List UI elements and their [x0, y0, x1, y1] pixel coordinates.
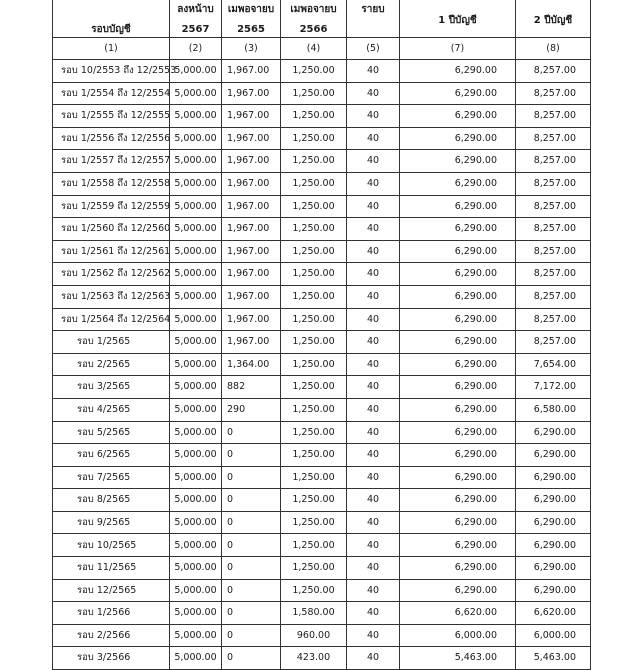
arrear-2565-cell: 1,967.00	[222, 127, 281, 150]
count-cell: 40	[347, 376, 400, 399]
deposit-cell: 5,000.00	[170, 240, 222, 263]
two-year-cell: 8,257.00	[516, 82, 591, 105]
arrear-2566-cell: 1,250.00	[281, 82, 347, 105]
deposit-cell: 5,000.00	[170, 376, 222, 399]
one-year-cell: 6,290.00	[400, 466, 516, 489]
arrear-2566-cell: 1,250.00	[281, 398, 347, 421]
count-cell: 40	[347, 624, 400, 647]
deposit-cell: 5,000.00	[170, 218, 222, 241]
arrear-2565-cell: 1,967.00	[222, 105, 281, 128]
arrear-2566-cell: 1,250.00	[281, 534, 347, 557]
period-cell: รอบ 10/2565	[53, 534, 170, 557]
two-year-cell: 8,257.00	[516, 127, 591, 150]
arrear-2565-cell: 0	[222, 534, 281, 557]
header-col7: 1 ปีบัญชี	[400, 0, 516, 38]
two-year-cell: 8,257.00	[516, 308, 591, 331]
arrear-2565-cell: 0	[222, 466, 281, 489]
arrear-2566-cell: 1,250.00	[281, 308, 347, 331]
period-cell: รอบ 1/2558 ถึง 12/2558	[53, 172, 170, 195]
deposit-cell: 5,000.00	[170, 624, 222, 647]
table-row	[53, 534, 591, 557]
two-year-cell: 6,290.00	[516, 466, 591, 489]
count-cell: 40	[347, 534, 400, 557]
arrear-2565-cell: 1,364.00	[222, 353, 281, 376]
count-cell: 40	[347, 127, 400, 150]
column-number: (1)	[53, 38, 170, 60]
deposit-cell: 5,000.00	[170, 127, 222, 150]
one-year-cell: 6,290.00	[400, 285, 516, 308]
count-cell: 40	[347, 308, 400, 331]
arrear-2566-cell: 1,250.00	[281, 557, 347, 580]
table-row	[53, 444, 591, 467]
period-cell: รอบ 1/2564 ถึง 12/2564	[53, 308, 170, 331]
one-year-cell: 5,463.00	[400, 647, 516, 670]
arrear-2566-cell: 1,250.00	[281, 60, 347, 83]
count-cell: 40	[347, 60, 400, 83]
table-row	[53, 195, 591, 218]
table-row	[53, 82, 591, 105]
arrear-2565-cell: 1,967.00	[222, 218, 281, 241]
deposit-cell: 5,000.00	[170, 263, 222, 286]
table-row	[53, 240, 591, 263]
one-year-cell: 6,290.00	[400, 172, 516, 195]
column-number: (5)	[347, 38, 400, 60]
arrear-2565-cell: 0	[222, 444, 281, 467]
deposit-cell: 5,000.00	[170, 602, 222, 625]
one-year-cell: 6,290.00	[400, 421, 516, 444]
arrear-2566-cell: 1,580.00	[281, 602, 347, 625]
arrear-2566-cell: 1,250.00	[281, 150, 347, 173]
arrear-2566-cell: 1,250.00	[281, 421, 347, 444]
one-year-cell: 6,000.00	[400, 624, 516, 647]
column-number: (7)	[400, 38, 516, 60]
count-cell: 40	[347, 466, 400, 489]
deposit-cell: 5,000.00	[170, 444, 222, 467]
header-col4: เมพอจายบ 2566	[281, 0, 347, 38]
deposit-cell: 5,000.00	[170, 647, 222, 670]
two-year-cell: 8,257.00	[516, 285, 591, 308]
count-cell: 40	[347, 263, 400, 286]
one-year-cell: 6,290.00	[400, 353, 516, 376]
two-year-cell: 8,257.00	[516, 172, 591, 195]
table-row	[53, 511, 591, 534]
arrear-2566-cell: 1,250.00	[281, 489, 347, 512]
table-row	[53, 376, 591, 399]
arrear-2565-cell: 0	[222, 489, 281, 512]
arrear-2566-cell: 1,250.00	[281, 579, 347, 602]
one-year-cell: 6,290.00	[400, 263, 516, 286]
deposit-cell: 5,000.00	[170, 421, 222, 444]
deposit-cell: 5,000.00	[170, 60, 222, 83]
arrear-2565-cell: 1,967.00	[222, 150, 281, 173]
deposit-cell: 5,000.00	[170, 150, 222, 173]
count-cell: 40	[347, 218, 400, 241]
two-year-cell: 5,463.00	[516, 647, 591, 670]
deposit-cell: 5,000.00	[170, 82, 222, 105]
deposit-cell: 5,000.00	[170, 353, 222, 376]
two-year-cell: 8,257.00	[516, 105, 591, 128]
arrear-2566-cell: 1,250.00	[281, 127, 347, 150]
two-year-cell: 6,290.00	[516, 421, 591, 444]
one-year-cell: 6,290.00	[400, 150, 516, 173]
count-cell: 40	[347, 172, 400, 195]
arrear-2565-cell: 0	[222, 511, 281, 534]
two-year-cell: 6,000.00	[516, 624, 591, 647]
arrear-2566-cell: 1,250.00	[281, 444, 347, 467]
column-number: (4)	[281, 38, 347, 60]
deposit-cell: 5,000.00	[170, 489, 222, 512]
one-year-cell: 6,290.00	[400, 127, 516, 150]
table-row	[53, 263, 591, 286]
two-year-cell: 6,580.00	[516, 398, 591, 421]
arrear-2566-cell: 1,250.00	[281, 511, 347, 534]
period-cell: รอบ 3/2566	[53, 647, 170, 670]
arrear-2566-cell: 423.00	[281, 647, 347, 670]
header-col2: ลงหน้าบ 2567	[170, 0, 222, 38]
period-cell: รอบ 6/2565	[53, 444, 170, 467]
count-cell: 40	[347, 105, 400, 128]
period-cell: รอบ 12/2565	[53, 579, 170, 602]
arrear-2565-cell: 882	[222, 376, 281, 399]
table-row	[53, 466, 591, 489]
count-cell: 40	[347, 195, 400, 218]
count-cell: 40	[347, 285, 400, 308]
one-year-cell: 6,290.00	[400, 534, 516, 557]
table-row	[53, 557, 591, 580]
count-cell: 40	[347, 444, 400, 467]
arrear-2565-cell: 1,967.00	[222, 60, 281, 83]
arrear-2565-cell: 0	[222, 579, 281, 602]
table-row	[53, 398, 591, 421]
deposit-cell: 5,000.00	[170, 308, 222, 331]
deposit-cell: 5,000.00	[170, 398, 222, 421]
table-row	[53, 579, 591, 602]
period-cell: รอบ 7/2565	[53, 466, 170, 489]
table-row	[53, 647, 591, 670]
period-cell: รอบ 1/2559 ถึง 12/2559	[53, 195, 170, 218]
one-year-cell: 6,290.00	[400, 105, 516, 128]
deposit-cell: 5,000.00	[170, 466, 222, 489]
two-year-cell: 6,620.00	[516, 602, 591, 625]
one-year-cell: 6,290.00	[400, 195, 516, 218]
period-cell: รอบ 11/2565	[53, 557, 170, 580]
deposit-cell: 5,000.00	[170, 105, 222, 128]
arrear-2565-cell: 1,967.00	[222, 240, 281, 263]
two-year-cell: 7,654.00	[516, 353, 591, 376]
period-cell: รอบ 1/2563 ถึง 12/2563	[53, 285, 170, 308]
arrear-2566-cell: 1,250.00	[281, 218, 347, 241]
one-year-cell: 6,290.00	[400, 489, 516, 512]
arrear-2566-cell: 960.00	[281, 624, 347, 647]
period-cell: รอบ 1/2556 ถึง 12/2556	[53, 127, 170, 150]
deposit-cell: 5,000.00	[170, 195, 222, 218]
period-cell: รอบ 2/2566	[53, 624, 170, 647]
arrear-2566-cell: 1,250.00	[281, 240, 347, 263]
arrear-2566-cell: 1,250.00	[281, 331, 347, 354]
arrear-2566-cell: 1,250.00	[281, 195, 347, 218]
deposit-cell: 5,000.00	[170, 579, 222, 602]
arrear-2566-cell: 1,250.00	[281, 466, 347, 489]
arrear-2565-cell: 1,967.00	[222, 308, 281, 331]
two-year-cell: 6,290.00	[516, 489, 591, 512]
two-year-cell: 6,290.00	[516, 579, 591, 602]
table-row	[53, 308, 591, 331]
two-year-cell: 8,257.00	[516, 195, 591, 218]
arrear-2565-cell: 0	[222, 647, 281, 670]
period-cell: รอบ 1/2555 ถึง 12/2555	[53, 105, 170, 128]
count-cell: 40	[347, 150, 400, 173]
two-year-cell: 7,172.00	[516, 376, 591, 399]
period-cell: รอบ 1/2566	[53, 602, 170, 625]
one-year-cell: 6,290.00	[400, 557, 516, 580]
one-year-cell: 6,290.00	[400, 218, 516, 241]
table-row	[53, 60, 591, 83]
count-cell: 40	[347, 557, 400, 580]
column-number: (3)	[222, 38, 281, 60]
table-row	[53, 127, 591, 150]
table-row	[53, 602, 591, 625]
two-year-cell: 6,290.00	[516, 557, 591, 580]
period-cell: รอบ 1/2554 ถึง 12/2554	[53, 82, 170, 105]
one-year-cell: 6,290.00	[400, 376, 516, 399]
deposit-cell: 5,000.00	[170, 285, 222, 308]
table-row	[53, 172, 591, 195]
arrear-2566-cell: 1,250.00	[281, 263, 347, 286]
arrear-2565-cell: 1,967.00	[222, 263, 281, 286]
two-year-cell: 8,257.00	[516, 263, 591, 286]
table-row	[53, 285, 591, 308]
period-cell: รอบ 8/2565	[53, 489, 170, 512]
arrear-2565-cell: 290	[222, 398, 281, 421]
arrear-2565-cell: 1,967.00	[222, 285, 281, 308]
count-cell: 40	[347, 82, 400, 105]
arrear-2566-cell: 1,250.00	[281, 172, 347, 195]
one-year-cell: 6,290.00	[400, 331, 516, 354]
period-cell: รอบ 1/2557 ถึง 12/2557	[53, 150, 170, 173]
table-row	[53, 624, 591, 647]
arrear-2565-cell: 1,967.00	[222, 82, 281, 105]
table-row	[53, 353, 591, 376]
one-year-cell: 6,290.00	[400, 444, 516, 467]
period-cell: รอบ 2/2565	[53, 353, 170, 376]
header-period: รอบบัญชี	[53, 0, 170, 38]
period-cell: รอบ 1/2561 ถึง 12/2561	[53, 240, 170, 263]
two-year-cell: 6,290.00	[516, 444, 591, 467]
two-year-cell: 6,290.00	[516, 534, 591, 557]
two-year-cell: 8,257.00	[516, 331, 591, 354]
deposit-cell: 5,000.00	[170, 557, 222, 580]
one-year-cell: 6,290.00	[400, 82, 516, 105]
one-year-cell: 6,290.00	[400, 398, 516, 421]
one-year-cell: 6,290.00	[400, 240, 516, 263]
count-cell: 40	[347, 240, 400, 263]
period-cell: รอบ 5/2565	[53, 421, 170, 444]
count-cell: 40	[347, 331, 400, 354]
period-cell: รอบ 1/2562 ถึง 12/2562	[53, 263, 170, 286]
two-year-cell: 8,257.00	[516, 60, 591, 83]
arrear-2566-cell: 1,250.00	[281, 285, 347, 308]
arrear-2566-cell: 1,250.00	[281, 353, 347, 376]
header-col3: เมพอจายบ 2565	[222, 0, 281, 38]
two-year-cell: 8,257.00	[516, 218, 591, 241]
table-row	[53, 105, 591, 128]
column-number: (8)	[516, 38, 591, 60]
table-row	[53, 218, 591, 241]
arrear-2565-cell: 0	[222, 602, 281, 625]
one-year-cell: 6,290.00	[400, 308, 516, 331]
count-cell: 40	[347, 579, 400, 602]
count-cell: 40	[347, 353, 400, 376]
deposit-cell: 5,000.00	[170, 511, 222, 534]
count-cell: 40	[347, 398, 400, 421]
count-cell: 40	[347, 421, 400, 444]
deposit-cell: 5,000.00	[170, 534, 222, 557]
count-cell: 40	[347, 489, 400, 512]
one-year-cell: 6,290.00	[400, 60, 516, 83]
arrear-2565-cell: 0	[222, 624, 281, 647]
period-cell: รอบ 1/2560 ถึง 12/2560	[53, 218, 170, 241]
count-cell: 40	[347, 602, 400, 625]
period-cell: รอบ 9/2565	[53, 511, 170, 534]
count-cell: 40	[347, 647, 400, 670]
header-col5: รายบ	[347, 0, 400, 38]
one-year-cell: 6,290.00	[400, 579, 516, 602]
table-row	[53, 150, 591, 173]
arrear-2565-cell: 0	[222, 557, 281, 580]
deposit-cell: 5,000.00	[170, 172, 222, 195]
accounting-table	[52, 0, 591, 670]
arrear-2565-cell: 1,967.00	[222, 172, 281, 195]
table-row	[53, 421, 591, 444]
count-cell: 40	[347, 511, 400, 534]
header-col8: 2 ปีบัญชี	[516, 0, 591, 38]
arrear-2565-cell: 0	[222, 421, 281, 444]
arrear-2566-cell: 1,250.00	[281, 376, 347, 399]
table-row	[53, 489, 591, 512]
two-year-cell: 8,257.00	[516, 150, 591, 173]
arrear-2565-cell: 1,967.00	[222, 331, 281, 354]
one-year-cell: 6,620.00	[400, 602, 516, 625]
column-number: (2)	[170, 38, 222, 60]
arrear-2565-cell: 1,967.00	[222, 195, 281, 218]
period-cell: รอบ 3/2565	[53, 376, 170, 399]
period-cell: รอบ 1/2565	[53, 331, 170, 354]
period-cell: รอบ 10/2553 ถึง 12/2553	[53, 60, 170, 83]
one-year-cell: 6,290.00	[400, 511, 516, 534]
table-row	[53, 331, 591, 354]
two-year-cell: 8,257.00	[516, 240, 591, 263]
arrear-2566-cell: 1,250.00	[281, 105, 347, 128]
deposit-cell: 5,000.00	[170, 331, 222, 354]
period-cell: รอบ 4/2565	[53, 398, 170, 421]
two-year-cell: 6,290.00	[516, 511, 591, 534]
